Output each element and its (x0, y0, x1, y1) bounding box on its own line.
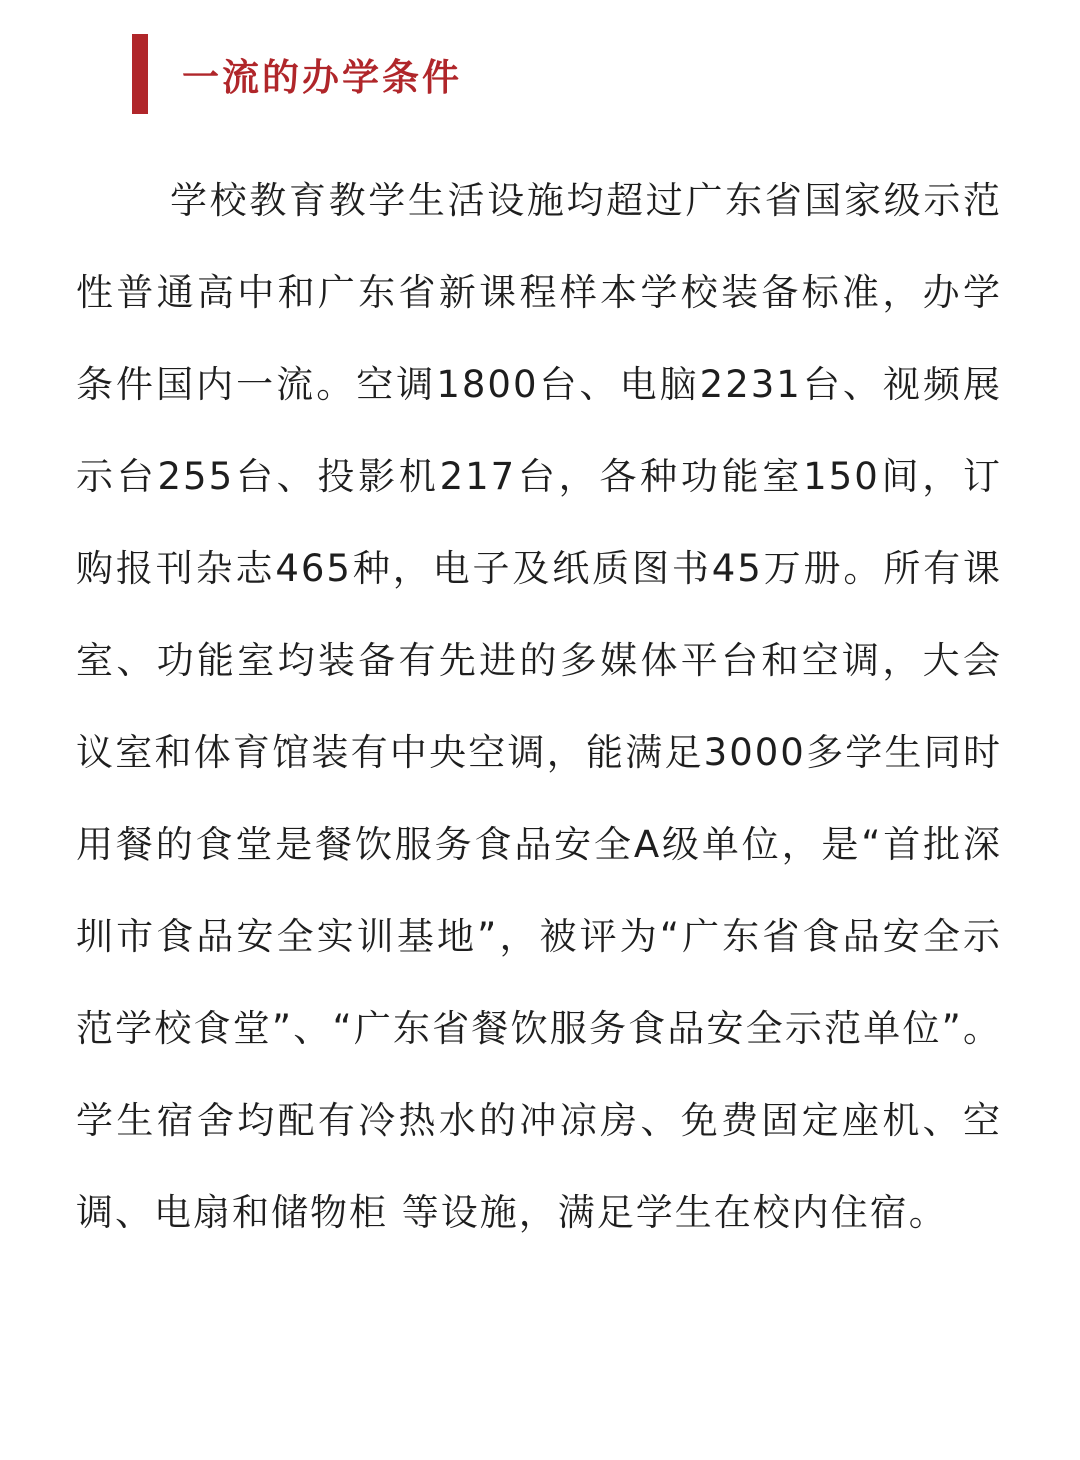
section-header (132, 34, 462, 114)
title-accent-bar (132, 34, 148, 114)
section-title: 一流的办学条件 (182, 56, 462, 99)
body-paragraph: 学校教育教学生活设施均超过广东省国家级示范性普通高中和广东省新课程样本学校装备标准，办学条件国内一流。空调1800台、电脑2231台、视频展示台255台、投影机217台，各种功能室150间，订购报刊杂志465种，电子及纸质图书45万册。所有课室、功能室均装备有先进的多媒体平台和空调，大会议室和体育馆装有中央空调，能满足3000多学生同时用餐的食堂是餐饮服务食品安全A级单位，是“首批深圳市食品安全实训基地”，被评为“广东省食品安全示范学校食堂”、“广东省餐饮服务食品安全示范单位”。学生宿舍均配有冷热水的冲凉房、免费固定座机、空调、电扇和储物柜 等设施，满足学生在校内住宿。 (76, 179, 1002, 1234)
